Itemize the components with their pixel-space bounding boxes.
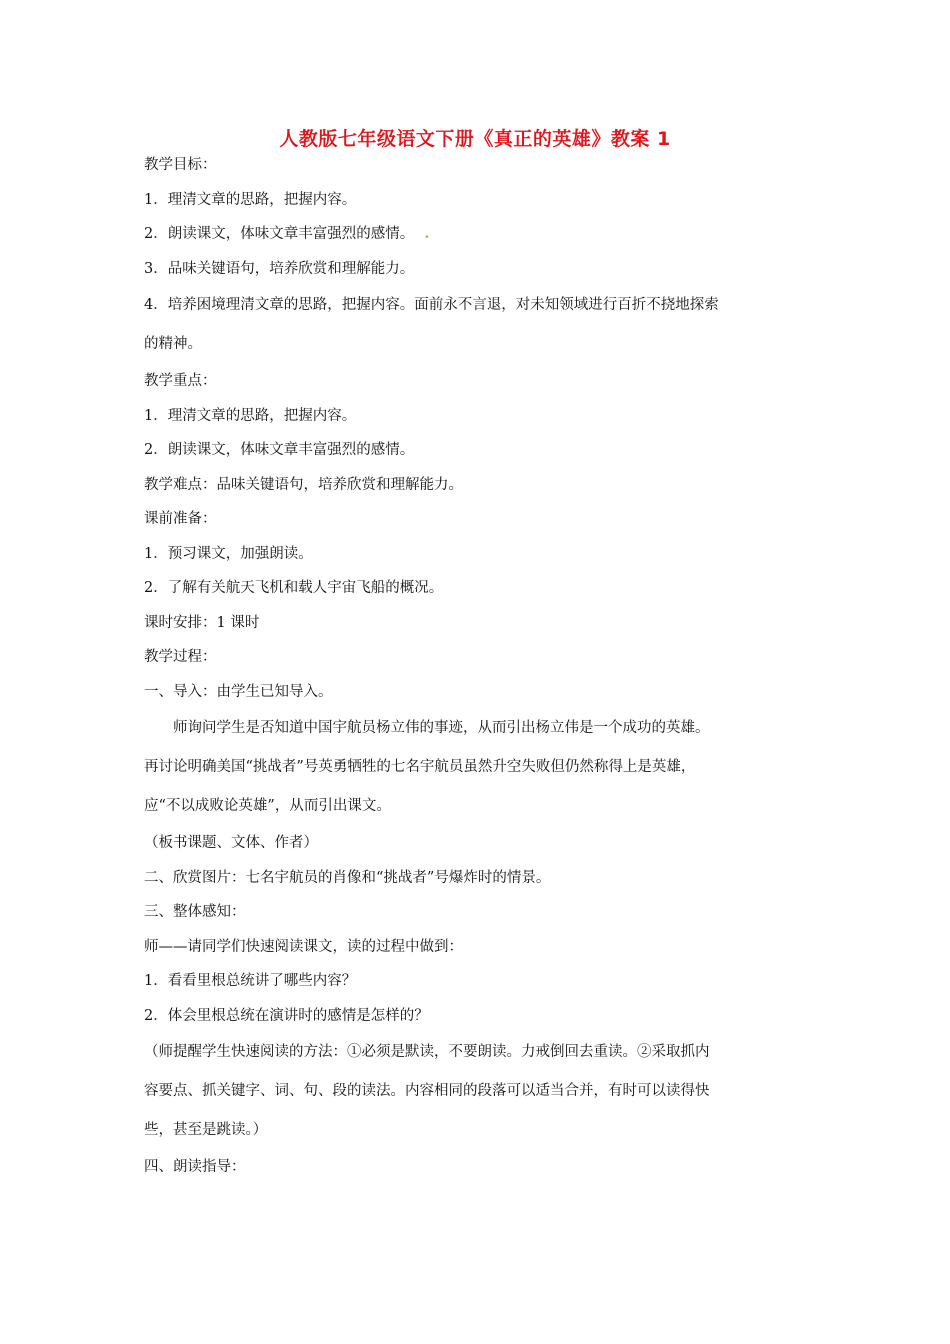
text-line — [144, 325, 814, 364]
text-line-content: 应“不以成败论英雄”，从而引出课文。 — [144, 798, 391, 814]
text-line-content: 2．朗读课文，体味文章丰富强烈的感情。 — [144, 442, 415, 458]
text-line-content: 教学目标： — [144, 157, 217, 173]
text-line-content: 1．理清文章的思路，把握内容。 — [144, 407, 357, 424]
text-line — [144, 364, 814, 399]
text-line — [144, 930, 814, 965]
text-line — [144, 787, 814, 826]
text-line-content: 些，甚至是跳读。） — [144, 1122, 268, 1138]
text-line — [144, 286, 814, 325]
text-line-content: 教学重点： — [144, 373, 217, 389]
text-line-content: 4．培养困境理清文章的思路，把握内容。面前永不言退，对未知领域进行百折不挠地探索 — [144, 297, 719, 313]
text-line-content: 四、朗读指导： — [144, 1159, 246, 1175]
text-line — [144, 861, 814, 896]
text-line — [144, 399, 814, 434]
text-line — [144, 1111, 814, 1150]
text-line — [144, 252, 814, 287]
text-line-content: 一、导入：由学生已知导入。 — [144, 683, 333, 700]
text-line-content: 3．品味关键语句，培养欣赏和理解能力。 — [144, 260, 415, 277]
text-line-content: 师询问学生是否知道中国宇航员杨立伟的事迹，从而引出杨立伟是一个成功的英雄。 — [173, 720, 710, 736]
text-line-content: 1．看看里根总统讲了哪些内容？ — [144, 973, 357, 989]
ink-speck: . — [414, 225, 430, 242]
text-line-content: 课前准备： — [144, 511, 217, 527]
text-line — [144, 571, 814, 606]
text-line — [144, 640, 814, 675]
text-line — [144, 148, 814, 183]
text-line — [144, 606, 814, 641]
text-line — [144, 1033, 814, 1072]
text-line-content: 三、整体感知： — [144, 904, 246, 920]
text-line — [144, 537, 814, 572]
text-line-content: 教学过程： — [144, 649, 217, 665]
text-line — [144, 999, 814, 1034]
text-line-content: 容要点、抓关键字、词、句、段的读法。内容相同的段落可以适当合并，有时可以读得快 — [144, 1083, 710, 1099]
text-line — [144, 964, 814, 999]
text-line-content: （板书课题、文体、作者） — [144, 835, 318, 851]
text-line-content: 1．预习课文，加强朗读。 — [144, 545, 313, 562]
text-line — [144, 502, 814, 537]
text-line-content: 再讨论明确美国“挑战者”号英勇牺牲的七名宇航员虽然升空失败但仍然称得上是英雄， — [144, 759, 696, 775]
text-line — [144, 217, 814, 252]
text-line — [144, 183, 814, 218]
text-line — [144, 1150, 814, 1185]
text-line-content: 2．朗读课文，体味文章丰富强烈的感情。 — [144, 226, 415, 242]
text-line-content: （师提醒学生快速阅读的方法：①必须是默读，不要朗读。力戒倒回去重读。②采取抓内 — [144, 1044, 710, 1060]
text-line-content: 1．理清文章的思路，把握内容。 — [144, 191, 357, 208]
text-line — [144, 895, 814, 930]
document-title: 人教版七年级语文下册《真正的英雄》教案 1 — [279, 128, 671, 150]
text-line — [144, 433, 814, 468]
text-line — [144, 468, 814, 503]
text-line — [144, 748, 814, 787]
text-line-content: 二、欣赏图片：七名宇航员的肖像和“挑战者”号爆炸时的情景。 — [144, 869, 551, 886]
text-line — [144, 675, 814, 710]
text-line — [144, 1072, 814, 1111]
text-line-content: 教学难点：品味关键语句，培养欣赏和理解能力。 — [144, 476, 463, 493]
text-line-content: 师——请同学们快速阅读课文，读的过程中做到： — [144, 938, 463, 955]
document-body — [144, 148, 814, 1185]
text-line-content: 2．了解有关航天飞机和载人宇宙飞船的概况。 — [144, 580, 444, 596]
text-line-content: 2．体会里根总统在演讲时的感情是怎样的？ — [144, 1007, 429, 1024]
text-line-content: 的精神。 — [144, 336, 202, 352]
text-line-content: 课时安排：1 课时 — [144, 614, 260, 631]
text-line — [144, 709, 814, 748]
text-line — [144, 826, 814, 861]
